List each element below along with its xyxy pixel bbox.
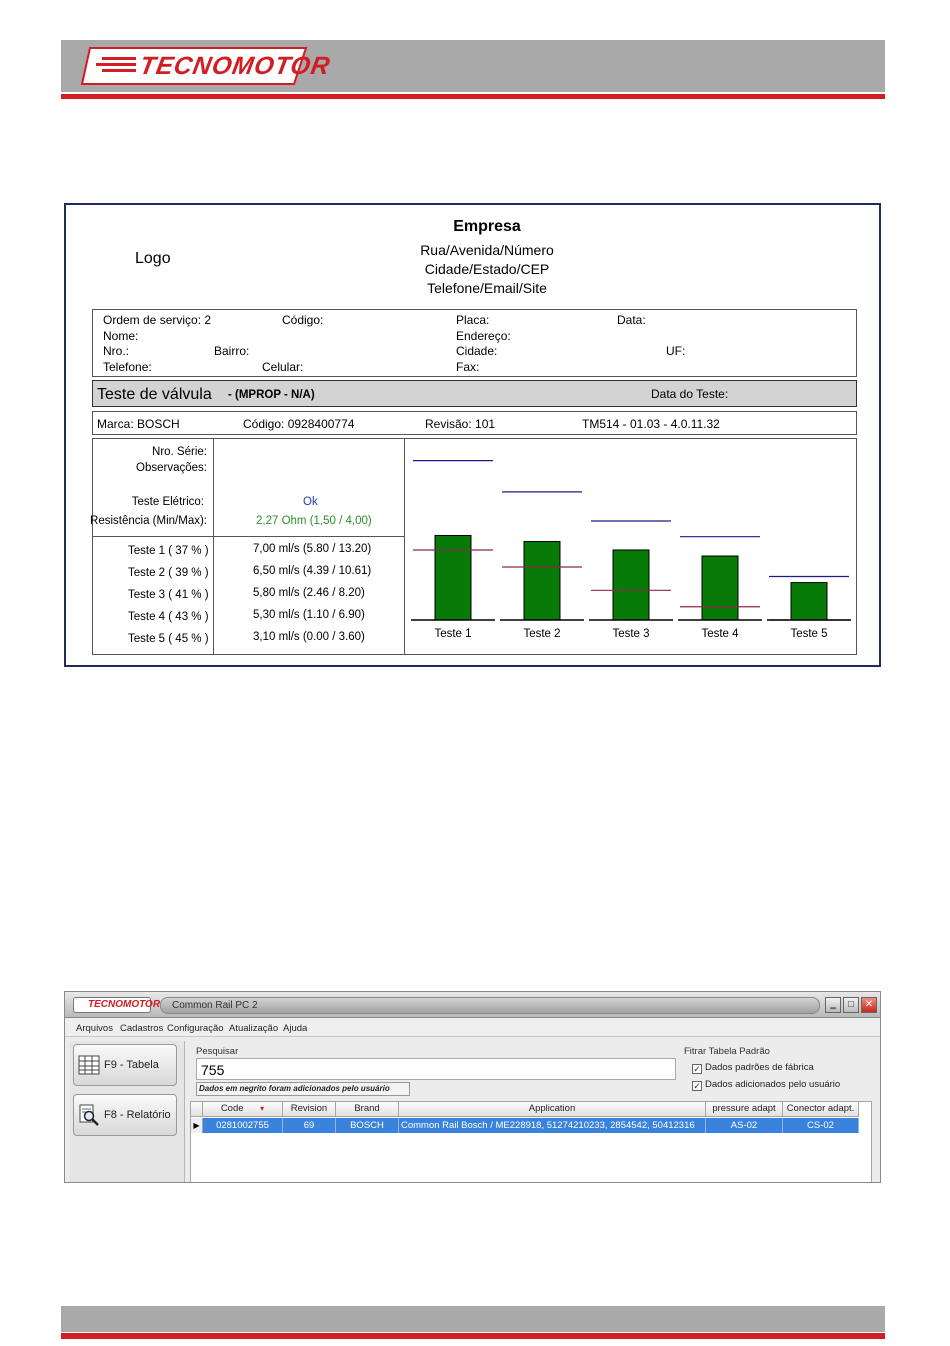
user-data-checkbox[interactable]: ✓ (693, 1081, 701, 1091)
flow-bar-chart (405, 439, 857, 655)
filter-group (682, 1046, 870, 1100)
menu-atualizacao[interactable]: Atualização (229, 1023, 279, 1034)
category-label: Teste 2 (523, 628, 561, 640)
column-header-code[interactable] (203, 1102, 283, 1117)
test-label: Teste 1 ( 37 % ) (128, 545, 209, 557)
test-date-label: Data do Teste: (651, 387, 729, 401)
valve-test-report (64, 203, 881, 667)
nro-serie-label: Nro. Série: (152, 446, 207, 458)
fax-label: Fax: (456, 360, 480, 374)
menu-configuracao[interactable]: Configuração (167, 1023, 224, 1034)
category-label: Teste 5 (790, 628, 828, 640)
test-label: Teste 2 ( 39 % ) (128, 567, 209, 579)
bairro-label: Bairro: (214, 344, 250, 358)
cell-code[interactable]: 0281002755 (203, 1118, 283, 1133)
cell-brand[interactable]: BOSCH (336, 1118, 399, 1133)
telefone-label: Telefone: (103, 360, 152, 374)
resistencia-value: 2,27 Ohm (1,50 / 4,00) (256, 515, 372, 527)
app-window (64, 991, 881, 1183)
category-label: Teste 3 (612, 628, 650, 640)
flow-bar (435, 535, 471, 620)
placa-label: Placa: (456, 313, 490, 327)
category-label: Teste 4 (701, 628, 739, 640)
cell-application[interactable]: Common Rail Bosch / ME228918, 51274210233, 2854542, 50412316 (399, 1118, 706, 1133)
valve-info-bar (92, 411, 857, 435)
endereco-label: Endereço: (456, 329, 511, 343)
test-label: Teste 5 ( 45 % ) (128, 633, 209, 645)
sidebar (69, 1041, 185, 1183)
uf-label: UF: (666, 344, 686, 358)
company-title: Empresa (453, 218, 521, 235)
app-logo-text: TECNOMOTOR (88, 999, 161, 1010)
filter-title: Fitrar Tabela Padrão (684, 1046, 770, 1057)
column-label: Code (220, 1103, 244, 1114)
report-button[interactable] (73, 1094, 177, 1136)
test-value: 3,10 ml/s (0.00 / 3.60) (253, 631, 365, 643)
column-header-revision[interactable]: Revision (283, 1102, 336, 1117)
flow-bar (613, 550, 649, 620)
test-value: 6,50 ml/s (4.39 / 10.61) (253, 565, 372, 577)
search-label: Pesquisar (196, 1046, 239, 1057)
company-contact-line: Telefone/Email/Site (427, 280, 547, 296)
column-header-connector[interactable]: Conector adapt. (783, 1102, 859, 1117)
nome-label: Nome: (103, 329, 139, 343)
user-data-note: Dados em negrito foram adicionados pelo usuário (196, 1082, 410, 1096)
resistencia-label: Resistência (Min/Max): (90, 515, 207, 527)
test-label: Teste 3 ( 41 % ) (128, 589, 209, 601)
results-grid (92, 438, 857, 655)
column-header-brand[interactable]: Brand (336, 1102, 399, 1117)
menu-cadastros[interactable]: Cadastros (120, 1023, 164, 1034)
flow-bar (702, 556, 738, 620)
observacoes-label: Observações: (136, 462, 207, 474)
maximize-button[interactable]: □ (843, 997, 859, 1013)
grid-divider (213, 439, 214, 655)
header-red-stripe (61, 94, 885, 99)
celular-label: Celular: (262, 360, 304, 374)
factory-data-label: Dados padrões de fábrica (705, 1062, 814, 1073)
test-value: 7,00 ml/s (5.80 / 13.20) (253, 543, 372, 555)
sort-icon: ▾ (260, 1104, 265, 1113)
user-data-label: Dados adicionados pelo usuário (705, 1079, 841, 1090)
revisao: Revisão: 101 (425, 417, 496, 431)
cell-revision[interactable]: 69 (283, 1118, 336, 1133)
app-logo (73, 997, 161, 1013)
grid-divider (93, 536, 404, 537)
table-button[interactable] (73, 1044, 177, 1086)
report-button-label: F8 - Relatório (104, 1109, 171, 1121)
logo-placeholder: Logo (135, 250, 171, 267)
factory-data-checkbox[interactable]: ✓ (693, 1064, 701, 1074)
window-title: Common Rail PC 2 (172, 1000, 258, 1011)
logo-wordmark: TECNOMOTOR (137, 52, 333, 80)
minimize-button[interactable]: ‗ (825, 997, 841, 1013)
company-city-line: Cidade/Estado/CEP (424, 261, 550, 277)
search-input[interactable]: 755 (196, 1058, 676, 1080)
client-info-box (92, 309, 857, 377)
ordem-servico: Ordem de serviço: 2 (103, 313, 212, 327)
nro-label: Nro.: (103, 344, 130, 358)
menu-ajuda[interactable]: Ajuda (283, 1023, 308, 1034)
test-value: 5,30 ml/s (1.10 / 6.90) (253, 609, 365, 621)
cell-connector[interactable]: CS-02 (783, 1118, 859, 1133)
report-search-icon (78, 1104, 100, 1126)
marca: Marca: BOSCH (97, 417, 180, 431)
codigo: Código: 0928400774 (243, 417, 355, 431)
teste-eletrico-value: Ok (303, 496, 318, 508)
company-address-line: Rua/Avenida/Número (420, 242, 554, 258)
menu-arquivos[interactable]: Arquivos (76, 1023, 113, 1034)
row-header-corner (191, 1102, 203, 1117)
title-bar (65, 992, 881, 1018)
column-header-application[interactable]: Application (399, 1102, 706, 1117)
menu-bar (65, 1019, 881, 1037)
footer-red-stripe (61, 1333, 885, 1339)
footer-band (61, 1306, 885, 1332)
section-title: Teste de válvula (97, 386, 212, 403)
table-icon (78, 1054, 100, 1076)
flow-bar (791, 583, 827, 620)
teste-eletrico-label: Teste Elétrico: (131, 496, 204, 508)
current-row-icon: ▶ (191, 1118, 203, 1133)
flow-bar (524, 542, 560, 620)
title-bar-track (160, 997, 820, 1014)
category-label: Teste 1 (434, 628, 472, 640)
section-title-bar (92, 380, 857, 407)
test-value: 5,80 ml/s (2.46 / 8.20) (253, 587, 365, 599)
close-button[interactable]: ✕ (861, 997, 877, 1013)
column-header-pressure[interactable]: pressure adapt (706, 1102, 783, 1117)
section-subtitle: - (MPROP - N/A) (228, 389, 315, 401)
test-label: Teste 4 ( 43 % ) (128, 611, 209, 623)
cell-pressure[interactable]: AS-02 (706, 1118, 783, 1133)
codigo-label: Código: (282, 313, 324, 327)
data-label: Data: (617, 313, 646, 327)
cidade-label: Cidade: (456, 344, 498, 358)
table-button-label: F9 - Tabela (104, 1059, 159, 1071)
software-version: TM514 - 01.03 - 4.0.11.32 (582, 417, 720, 431)
results-table (190, 1101, 872, 1183)
